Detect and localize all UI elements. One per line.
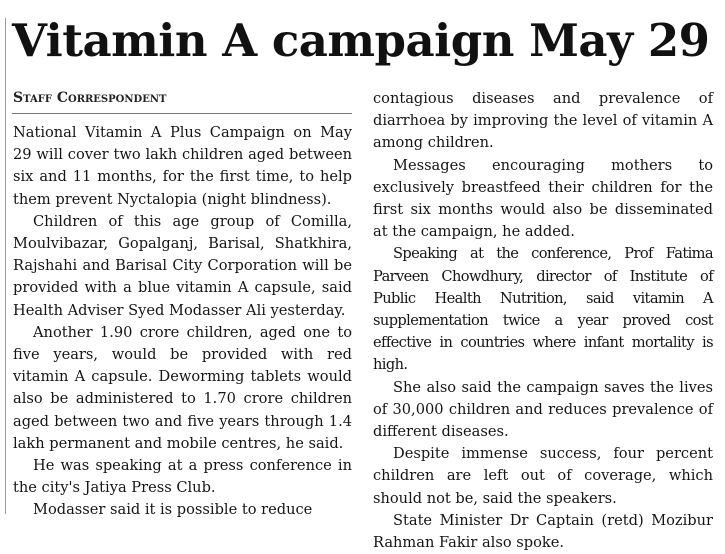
clipping-edge-line <box>5 18 6 514</box>
paragraph: Children of this age group of Comilla, Moulvibazar, Gopalganj, Barisal, Shatkhira, Rajshahi and Barisal City Corporation will be provided with a blue vitamin A capsule, said Health Adviser Syed Modasser Ali yesterday. <box>13 212 352 319</box>
paragraph: State Minister Dr Captain (retd) Mozibur Rahman Fakir also spoke. <box>373 511 713 552</box>
paragraph: Another 1.90 crore children, aged one to five years, would be provided with red vitamin A capsule. Deworming tablets would also be administered to 1.70 crore children aged between two and five years through 1.4 lakh permanent and mobile centres, he said. <box>13 323 352 452</box>
byline-divider <box>12 113 352 114</box>
paragraph: National Vitamin A Plus Campaign on May 29 will cover two lakh children aged between six and 11 months, for the first time, to help them prevent Nyctalopia (night blindness). <box>13 124 352 208</box>
paragraph: He was speaking at a press conference in the city's Jatiya Press Club. <box>13 457 352 497</box>
paragraph: She also said the campaign saves the lives of 30,000 children and reduces prevalence of different diseases. <box>373 378 713 441</box>
headline: Vitamin A campaign May 29 <box>12 14 710 67</box>
paragraph: Despite immense success, four percent children are left out of coverage, which should not be, said the speakers. <box>373 445 713 507</box>
paragraph: Modasser said it is possible to reduce <box>33 501 313 519</box>
byline: Staff Correspondent <box>13 90 167 106</box>
paragraph: contagious diseases and prevalence of diarrhoea by improving the level of vitamin A among children. <box>373 90 713 152</box>
paragraph: Messages encouraging mothers to exclusively breastfeed their children for the first six months would also be disseminated at the campaign, he added. <box>373 156 713 241</box>
paragraph: Speaking at the conference, Prof Fatima Parveen Chowdhury, director of Institute of Public Health Nutrition, said vitamin A supplementation twice a year proved cost effective in countries where infant mortality is high. <box>373 245 713 374</box>
article-column-2 <box>373 88 713 554</box>
article-column-1 <box>13 122 352 522</box>
